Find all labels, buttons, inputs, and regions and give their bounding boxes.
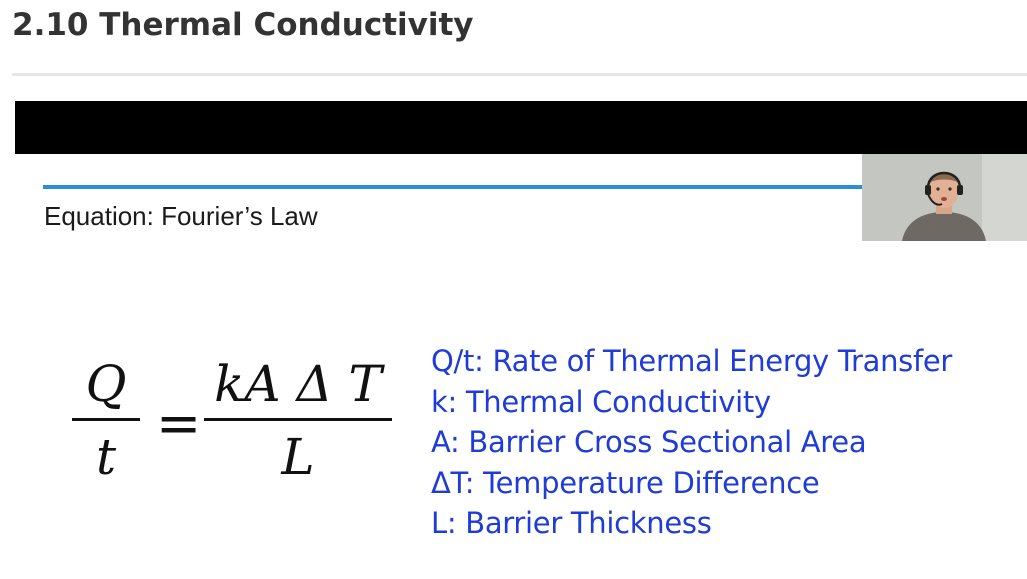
left-numerator: Q	[85, 355, 127, 413]
video-player[interactable]	[15, 101, 1027, 579]
left-fraction-bar	[72, 418, 140, 421]
legend-item: A: Barrier Cross Sectional Area	[431, 425, 867, 459]
right-fraction	[204, 356, 392, 485]
legend-item: ΔT: Temperature Difference	[431, 465, 820, 500]
slide-subtitle: Equation: Fourier’s Law	[44, 201, 318, 231]
left-denominator: t	[95, 428, 117, 486]
right-numerator: kA Δ T	[214, 355, 382, 413]
equals-sign: =	[156, 392, 202, 455]
variable-legend	[431, 341, 952, 544]
slide-accent-rule	[43, 185, 873, 189]
left-fraction	[72, 356, 140, 485]
fouriers-law-equation	[70, 356, 400, 506]
right-denominator: L	[281, 428, 315, 486]
legend-item: L: Barrier Thickness	[431, 506, 712, 540]
legend-item: Q/t: Rate of Thermal Energy Transfer	[431, 344, 953, 378]
page-title: 2.10 Thermal Conductivity	[12, 7, 474, 43]
right-fraction-bar	[204, 418, 392, 421]
title-divider	[12, 73, 1027, 76]
video-top-bar	[15, 101, 1027, 154]
presenter-webcam	[862, 154, 1027, 241]
presenter-icon	[862, 154, 1027, 241]
legend-item: k: Thermal Conductivity	[431, 384, 771, 419]
